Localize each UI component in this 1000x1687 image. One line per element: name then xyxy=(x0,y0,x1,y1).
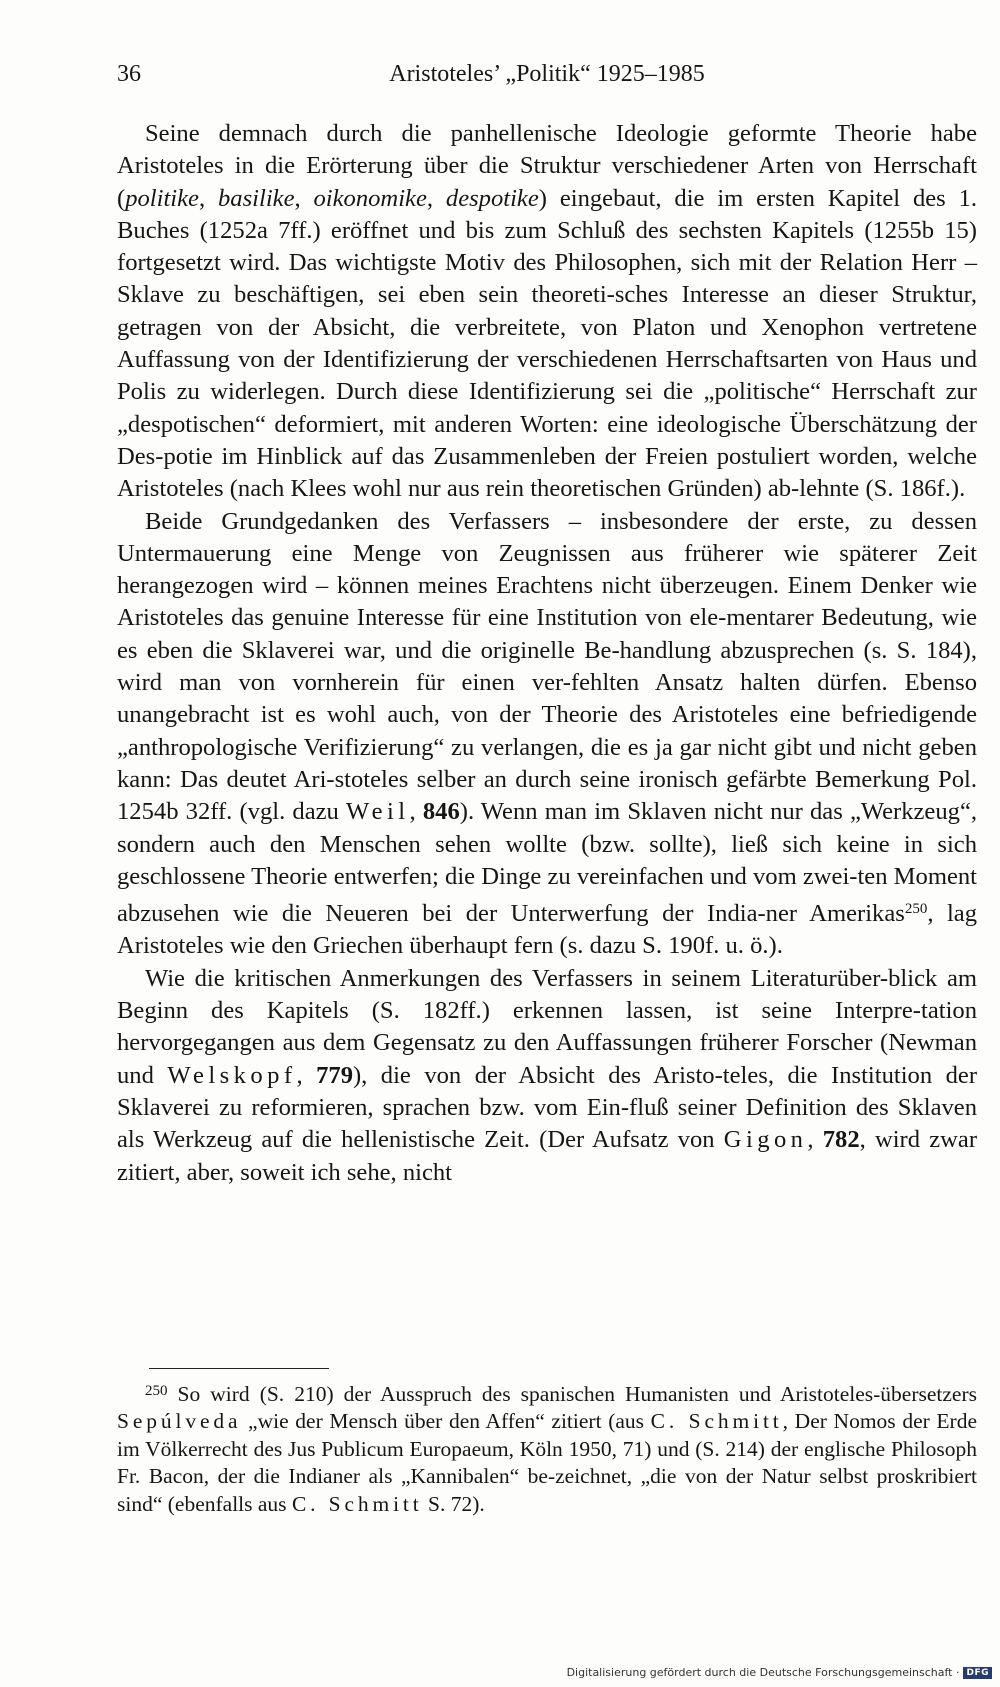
footnote-reference[interactable]: 250 xyxy=(904,901,928,918)
italic-term: despotike xyxy=(445,184,539,212)
body-text xyxy=(117,118,977,1189)
author-name: C. Schmitt xyxy=(291,1491,423,1516)
reference-number: 782 xyxy=(822,1126,860,1154)
italic-term: politike xyxy=(125,184,199,212)
running-head: Aristoteles’ „Politik“ 1925–1985 xyxy=(389,61,705,87)
page-header xyxy=(117,58,977,90)
author-name: Weil xyxy=(346,798,410,826)
author-name: Sepúlveda xyxy=(117,1409,242,1434)
reference-number: 846 xyxy=(422,798,460,826)
digitization-credit xyxy=(567,1666,992,1679)
italic-term: basilike xyxy=(217,184,295,212)
footnote-divider xyxy=(149,1368,329,1369)
reference-number: 779 xyxy=(316,1061,353,1089)
author-name: Gigon xyxy=(723,1126,808,1154)
paragraph-2: Beide Grundgedanken des Verfassers – insbesondere der erste, zu dessen Untermauerung eine Menge von Zeugnissen aus früherer wie späterer Zeit herangezogen wird – können meines Erachtens nicht überzeugen. Einem Denker wie Aristoteles das genuine Interesse für eine Institution von ele-mentarer Bedeutung, wie es eben die Sklaverei war, und die originelle Be-handlung abzusprechen (s. S. 184), wird man von vornherein für einen ver-fehlten Ansatz halten dürfen. Ebenso unangebracht ist es wohl auch, von der Theorie des Aristoteles eine befriedigende „anthropologische Verifizierung“ zu verlangen, die es ja gar nicht gibt und nicht geben kann: Das deutet Ari-stoteles selber an durch seine ironisch gefärbte Bemerkung Pol. 1254b 32ff. (vgl. dazu Weil, 846). Wenn man im Sklaven nicht nur das „Werkzeug“, sondern auch den Menschen sehen wollte (bzw. sollte), ließ sich keine in sich geschlossene Theorie entwerfen; die Dinge zu vereinfachen und vom zwei-ten Moment abzusehen wie die Neueren bei der Unterwerfung der India-ner Amerikas$^{250}$, lag Aristoteles wie den Griechen überhaupt fern (s. dazu S. 190f. u. ö.). xyxy=(117,507,978,960)
page-number: 36 xyxy=(117,61,141,87)
footnote-250: $^{250}$ So wird (S. 210) der Ausspruch des spanischen Humanisten und Aristoteles-übersetzers Sepúlveda „wie der Mensch über den Affen“ zitiert (aus C. Schmitt, Der Nomos der Erde im Völkerrecht des Jus Publicum Europaeum, Köln 1950, 71) und (S. 214) der englische Philosoph Fr. Bacon, der die Indianer als „Kannibalen“ be-zeichnet, „die von der Natur selbst proskribiert sind“ (ebenfalls aus C. Schmitt S. 72). xyxy=(117,1382,978,1516)
credit-text: Digitalisierung gefördert durch die Deutsche Forschungsgemeinschaft · xyxy=(566,1666,960,1679)
dfg-logo-icon: DFG xyxy=(963,1667,992,1679)
italic-term: oikonomike xyxy=(313,184,427,212)
paragraph-3: Wie die kritischen Anmerkungen des Verfassers in seinem Literaturüber-blick am Beginn des Kapitels (S. 182ff.) erkennen lassen, ist seine Interpre-tation hervorgegangen aus dem Gegensatz zu den Auffassungen früherer Forscher (Newman und Welskopf, 779), die von der Absicht des Aristo-teles, die Institution der Sklaverei zu reformieren, sprachen bzw. vom Ein-fluß seiner Definition des Sklaven als Werkzeug auf die hellenistische Zeit. (Der Aufsatz von Gigon, 782, wird zwar zitiert, aber, soweit ich sehe, nicht xyxy=(117,964,978,1186)
paragraph-1: Seine demnach durch die panhellenische Ideologie geformte Theorie habe Aristoteles in die Erörterung über die Struktur verschiedener Arten von Herrschaft (politike, basilike, oikonomike, despotike) eingebaut, die im ersten Kapitel des 1. Buches (1252a 7ff.) eröffnet und bis zum Schluß des sechsten Kapitels (1255b 15) fortgesetzt wird. Das wichtigste Motiv des Philosophen, sich mit der Relation Herr – Sklave zu beschäftigen, sei eben sein theoreti-sches Interesse an dieser Struktur, getragen von der Absicht, die verbreitete, von Platon und Xenophon vertretene Auffassung von der Identifizierung der verschiedenen Herrschaftsarten von Haus und Polis zu widerlegen. Durch diese Identifizierung sei die „politische“ Herrschaft zur „despotischen“ deformiert, mit anderen Worten: eine ideologische Überschätzung der Des-potie im Hinblick auf das Zusammenleben der Freien postuliert worden, welche Aristoteles (nach Klees wohl nur aus rein theoretischen Gründen) ab-lehnte (S. 186f.). xyxy=(117,120,978,503)
footnote-mark: 250 xyxy=(145,1383,168,1399)
author-name: Welskopf xyxy=(167,1061,297,1089)
author-name: C. Schmitt xyxy=(650,1409,783,1434)
